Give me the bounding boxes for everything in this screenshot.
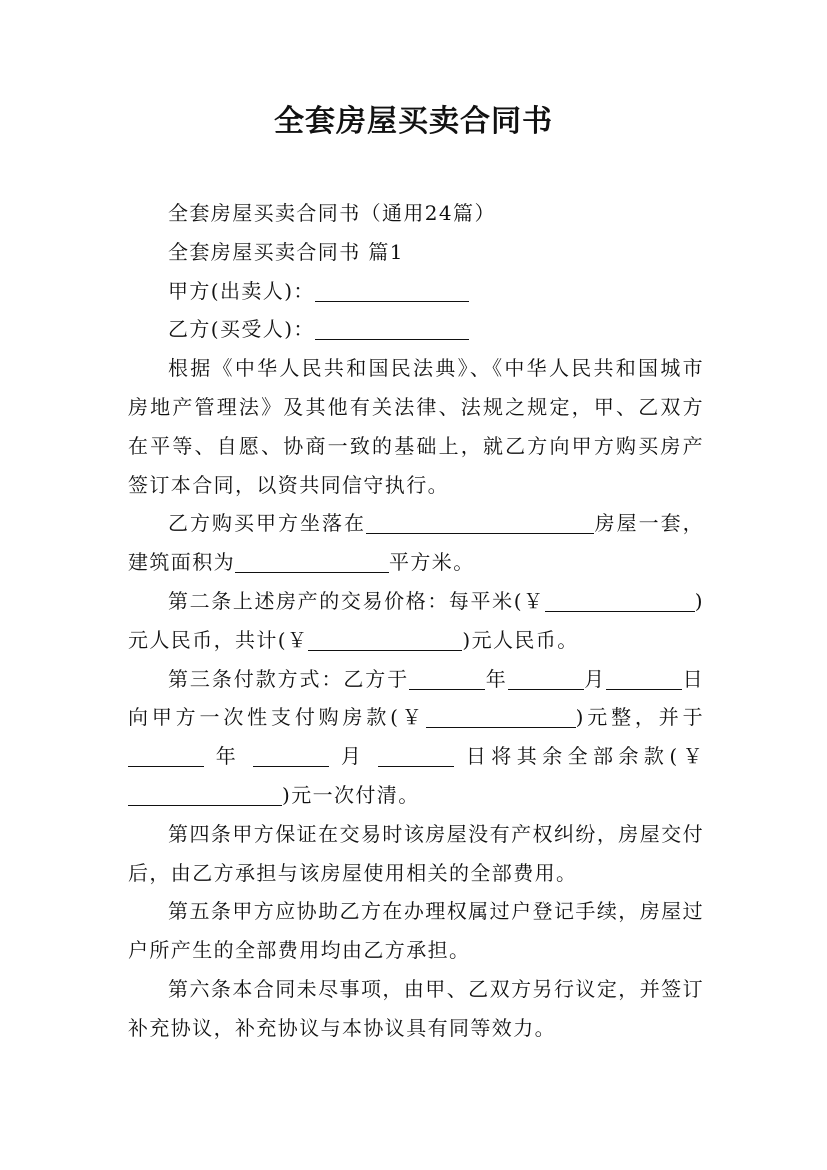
document-title: 全套房屋买卖合同书 — [274, 104, 553, 139]
balance-day-blank[interactable] — [378, 745, 454, 767]
first-payment-day-blank[interactable] — [606, 668, 682, 690]
party-b-line — [128, 310, 704, 349]
purchase-text-a: 乙方购买甲方坐落在 — [168, 511, 366, 536]
purchase-text-c: 平方米。 — [389, 550, 475, 575]
article-3-text-a: 第三条付款方式：乙方于 — [168, 666, 410, 691]
party-b-blank[interactable] — [315, 318, 469, 340]
first-payment-year-blank[interactable] — [409, 668, 485, 690]
party-a-blank[interactable] — [315, 280, 469, 302]
article-3-text-f: 年 — [204, 744, 254, 769]
balance-amount-blank[interactable] — [128, 784, 282, 806]
article-2-text-a: 第二条上述房产的交易价格：每平米(￥ — [168, 588, 545, 613]
article-3-text-i: )元一次付清。 — [282, 782, 420, 807]
purchase-paragraph — [128, 504, 704, 582]
article-3-paragraph — [128, 660, 704, 815]
balance-month-blank[interactable] — [253, 745, 329, 767]
purchase-text-b: 房屋一套，建筑面积为 — [128, 511, 704, 575]
article-3-text-g: 月 — [329, 744, 379, 769]
first-payment-amount-blank[interactable] — [426, 706, 576, 728]
location-blank[interactable] — [366, 512, 594, 534]
article-3-text-e: )元整，并于 — [575, 705, 704, 730]
article-3-text-d: 日向甲方一次性支付购房款(￥ — [128, 666, 705, 730]
section-heading: 全套房屋买卖合同书 篇1 — [168, 239, 404, 264]
document-body — [128, 194, 704, 1048]
party-b-label: 乙方(买受人)： — [168, 317, 315, 342]
article-3-text-c: 月 — [583, 666, 607, 691]
unit-price-blank[interactable] — [545, 590, 695, 612]
article-3-text-b: 年 — [485, 666, 508, 691]
article-4-paragraph: 第四条甲方保证在交易时该房屋没有产权纠纷，房屋交付后，由乙方承担与该房屋使用相关的全部费用。 — [128, 821, 704, 885]
subtitle-line: 全套房屋买卖合同书（通用24篇） — [168, 201, 496, 225]
basis-paragraph: 根据《中华人民共和国民法典》、《中华人民共和国城市房地产管理法》及其他有关法律、法规之规定，甲、乙双方在平等、自愿、协商一致的基础上，就乙方向甲方购买房产签订本合同，以资共同信守执行。 — [128, 356, 704, 497]
area-blank[interactable] — [235, 551, 389, 573]
article-2-text-c: )元人民币。 — [462, 627, 579, 652]
first-payment-month-blank[interactable] — [508, 668, 584, 690]
party-a-label: 甲方(出卖人)： — [168, 278, 315, 303]
balance-year-blank[interactable] — [128, 745, 204, 767]
article-6-paragraph: 第六条本合同未尽事项，由甲、乙双方另行议定，并签订补充协议，补充协议与本协议具有同等效力。 — [128, 976, 704, 1040]
article-2-paragraph — [128, 582, 704, 660]
article-3-text-h: 日将其余全部余款(￥ — [454, 744, 704, 769]
article-5-paragraph: 第五条甲方应协助乙方在办理权属过户登记手续，房屋过户所产生的全部费用均由乙方承担。 — [128, 899, 704, 963]
total-price-blank[interactable] — [308, 629, 462, 651]
article-2-text-b: )元人民币，共计(￥ — [128, 588, 704, 652]
party-a-line — [128, 272, 704, 311]
